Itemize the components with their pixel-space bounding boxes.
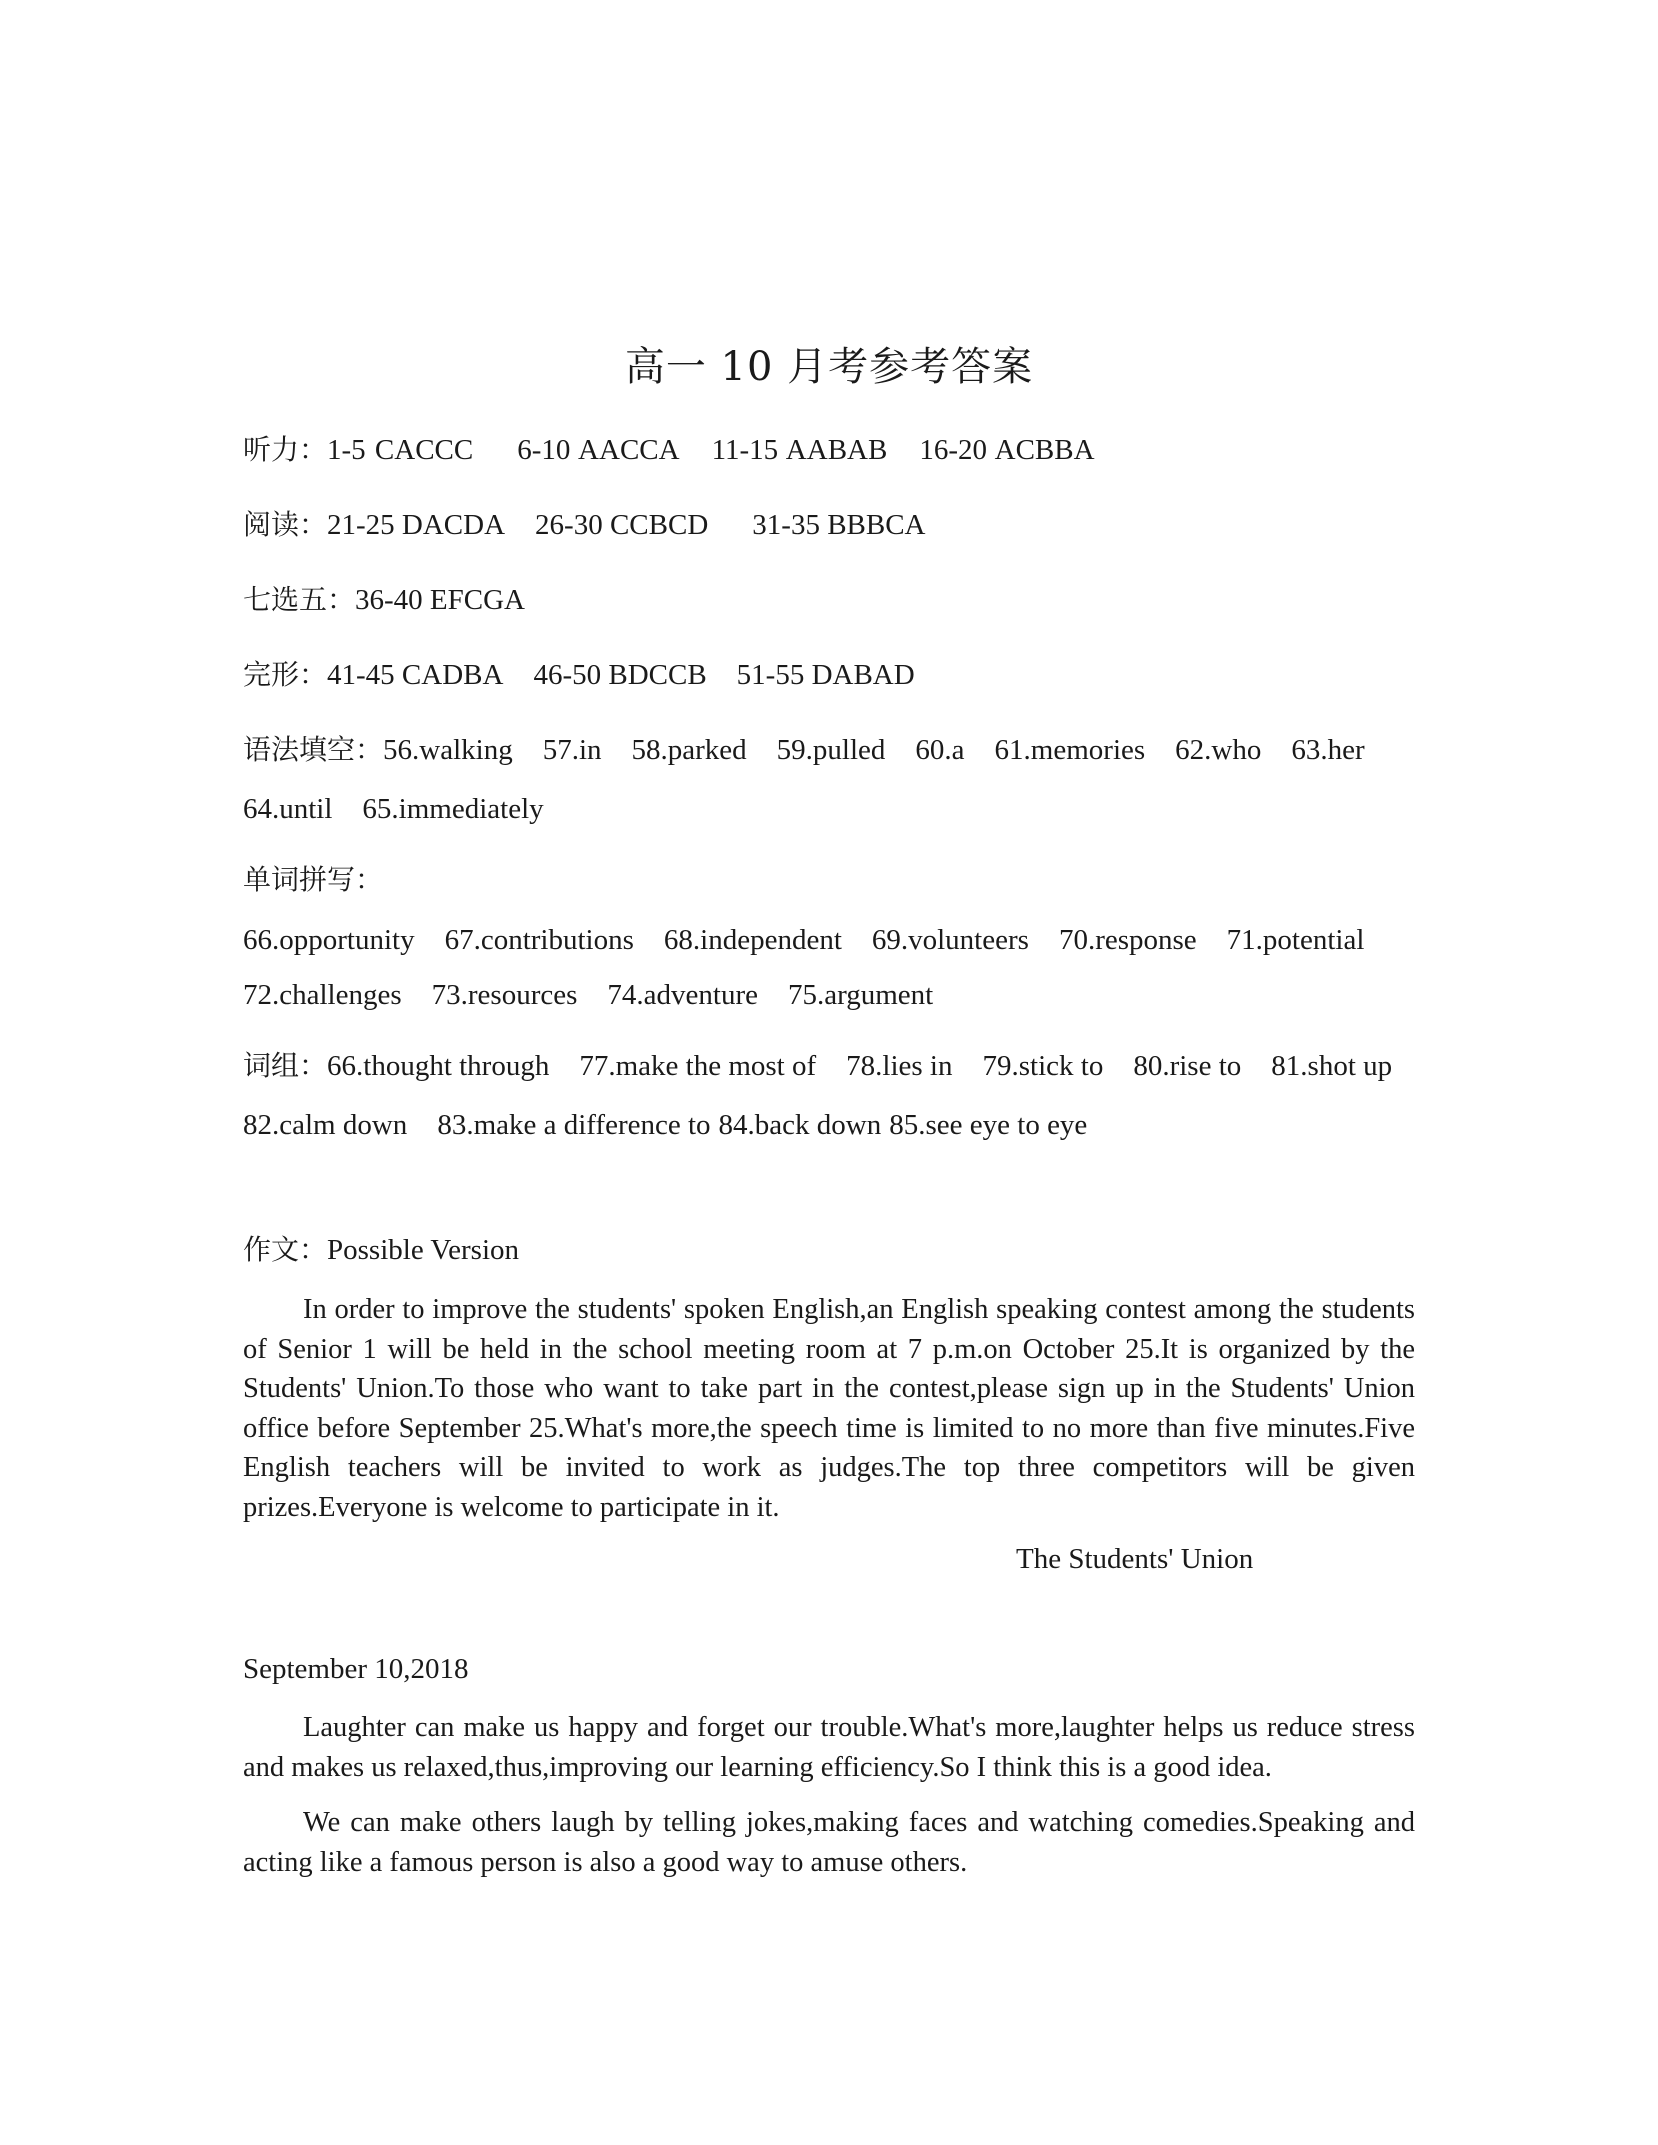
answer-item: 46-50 BDCCB — [533, 659, 707, 691]
answer-item: 31-35 BBBCA — [752, 509, 926, 541]
writing-paragraph-laughter-1: Laughter can make us happy and forget our trouble.What's more,laughter helps us reduce stress and makes us relaxed,thus,improving our learning efficiency.So I think this is a good idea. — [243, 1712, 1415, 1783]
answer-item: 16-20 ACBBA — [919, 434, 1095, 466]
answer-item: 56.walking — [383, 734, 513, 766]
answer-item: 1-5 CACCC — [327, 434, 474, 466]
answer-item: 66.opportunity — [243, 924, 415, 956]
listening-label: 听力： — [243, 433, 328, 466]
signature: The Students' Union — [1016, 1543, 1254, 1575]
answer-item: 26-30 CCBCD — [535, 509, 709, 541]
answer-item: 81.shot up — [1271, 1050, 1393, 1082]
answer-item: 80.rise to — [1133, 1050, 1242, 1082]
answer-item: 67.contributions — [444, 924, 634, 956]
answer-item: 82.calm down — [243, 1109, 408, 1141]
answer-item: 21-25 DACDA — [327, 509, 506, 541]
spelling-label: 单词拼写： — [243, 863, 384, 896]
answer-item: 65.immediately — [362, 793, 544, 825]
answer-item: 6-10 AACCA — [517, 434, 680, 466]
seven-five-label: 七选五： — [243, 583, 356, 616]
answer-item: 84.back down — [718, 1109, 882, 1141]
writing-paragraph-laughter-2: We can make others laugh by telling jokes,making faces and watching comedies.Speaking and acting like a famous person is also a good way to amuse others. — [243, 1807, 1415, 1878]
writing-paragraph-notice: In order to improve the students' spoken English,an English speaking contest among the students of Senior 1 will be held in the school meeting room at 7 p.m.on October 25.It is organized by the Students' Union.To those who want to take part in the contest,please sign up in the Students' Union office before September 25.What's more,the speech time is limited to no more than five minutes.Five English teachers will be invited to work as judges.The top three competitors will be given prizes.Everyone is welcome to participate in it. — [243, 1294, 1415, 1523]
phrases-label: 词组： — [243, 1049, 328, 1082]
answer-item: 60.a — [915, 734, 965, 766]
answer-item: 59.pulled — [776, 734, 886, 766]
spelling-answers-line1 — [243, 924, 1364, 957]
writing-version-title: Possible Version — [327, 1234, 520, 1266]
answer-item: 74.adventure — [607, 979, 758, 1011]
answer-item: 11-15 AABAB — [711, 434, 888, 466]
grammar-label: 语法填空： — [243, 733, 384, 766]
reading-label: 阅读： — [243, 508, 328, 541]
answer-item: 61.memories — [994, 734, 1146, 766]
answer-item: 36-40 EFCGA — [355, 584, 525, 616]
seven-five-answers — [243, 578, 525, 618]
grammar-answers-line2 — [243, 793, 544, 826]
answer-item: 66.thought through — [327, 1050, 550, 1082]
writing-heading — [243, 1228, 519, 1268]
answer-item: 83.make a difference to — [437, 1109, 711, 1141]
listening-answers — [243, 428, 1095, 468]
answer-item: 58.parked — [631, 734, 747, 766]
answer-item: 69.volunteers — [871, 924, 1029, 956]
phrases-answers-line2 — [243, 1109, 1087, 1142]
answer-item: 68.independent — [663, 924, 842, 956]
spelling-heading — [243, 858, 383, 898]
writing-label: 作文： — [243, 1233, 328, 1266]
answer-item: 79.stick to — [982, 1050, 1104, 1082]
answer-item: 73.resources — [431, 979, 578, 1011]
answer-item: 62.who — [1175, 734, 1262, 766]
answer-item: 77.make the most of — [579, 1050, 817, 1082]
spelling-answers-line2 — [243, 979, 933, 1012]
answer-item: 51-55 DABAD — [736, 659, 915, 691]
cloze-label: 完形： — [243, 658, 328, 691]
answer-item: 71.potential — [1226, 924, 1365, 956]
answer-item: 85.see eye to eye — [889, 1109, 1088, 1141]
letter-date: September 10,2018 — [243, 1653, 469, 1685]
cloze-answers — [243, 653, 915, 693]
answer-item: 63.her — [1291, 734, 1365, 766]
phrases-answers-line1 — [243, 1044, 1392, 1084]
answer-item: 64.until — [243, 793, 333, 825]
answer-item: 72.challenges — [243, 979, 402, 1011]
answer-item: 75.argument — [788, 979, 934, 1011]
answer-item: 70.response — [1058, 924, 1197, 956]
answer-item: 57.in — [542, 734, 602, 766]
answer-item: 78.lies in — [846, 1050, 953, 1082]
grammar-answers-line1 — [243, 728, 1365, 768]
page-title: 高一 10 月考参考答案 — [624, 344, 1034, 390]
answer-item: 41-45 CADBA — [327, 659, 504, 691]
reading-answers — [243, 503, 926, 543]
